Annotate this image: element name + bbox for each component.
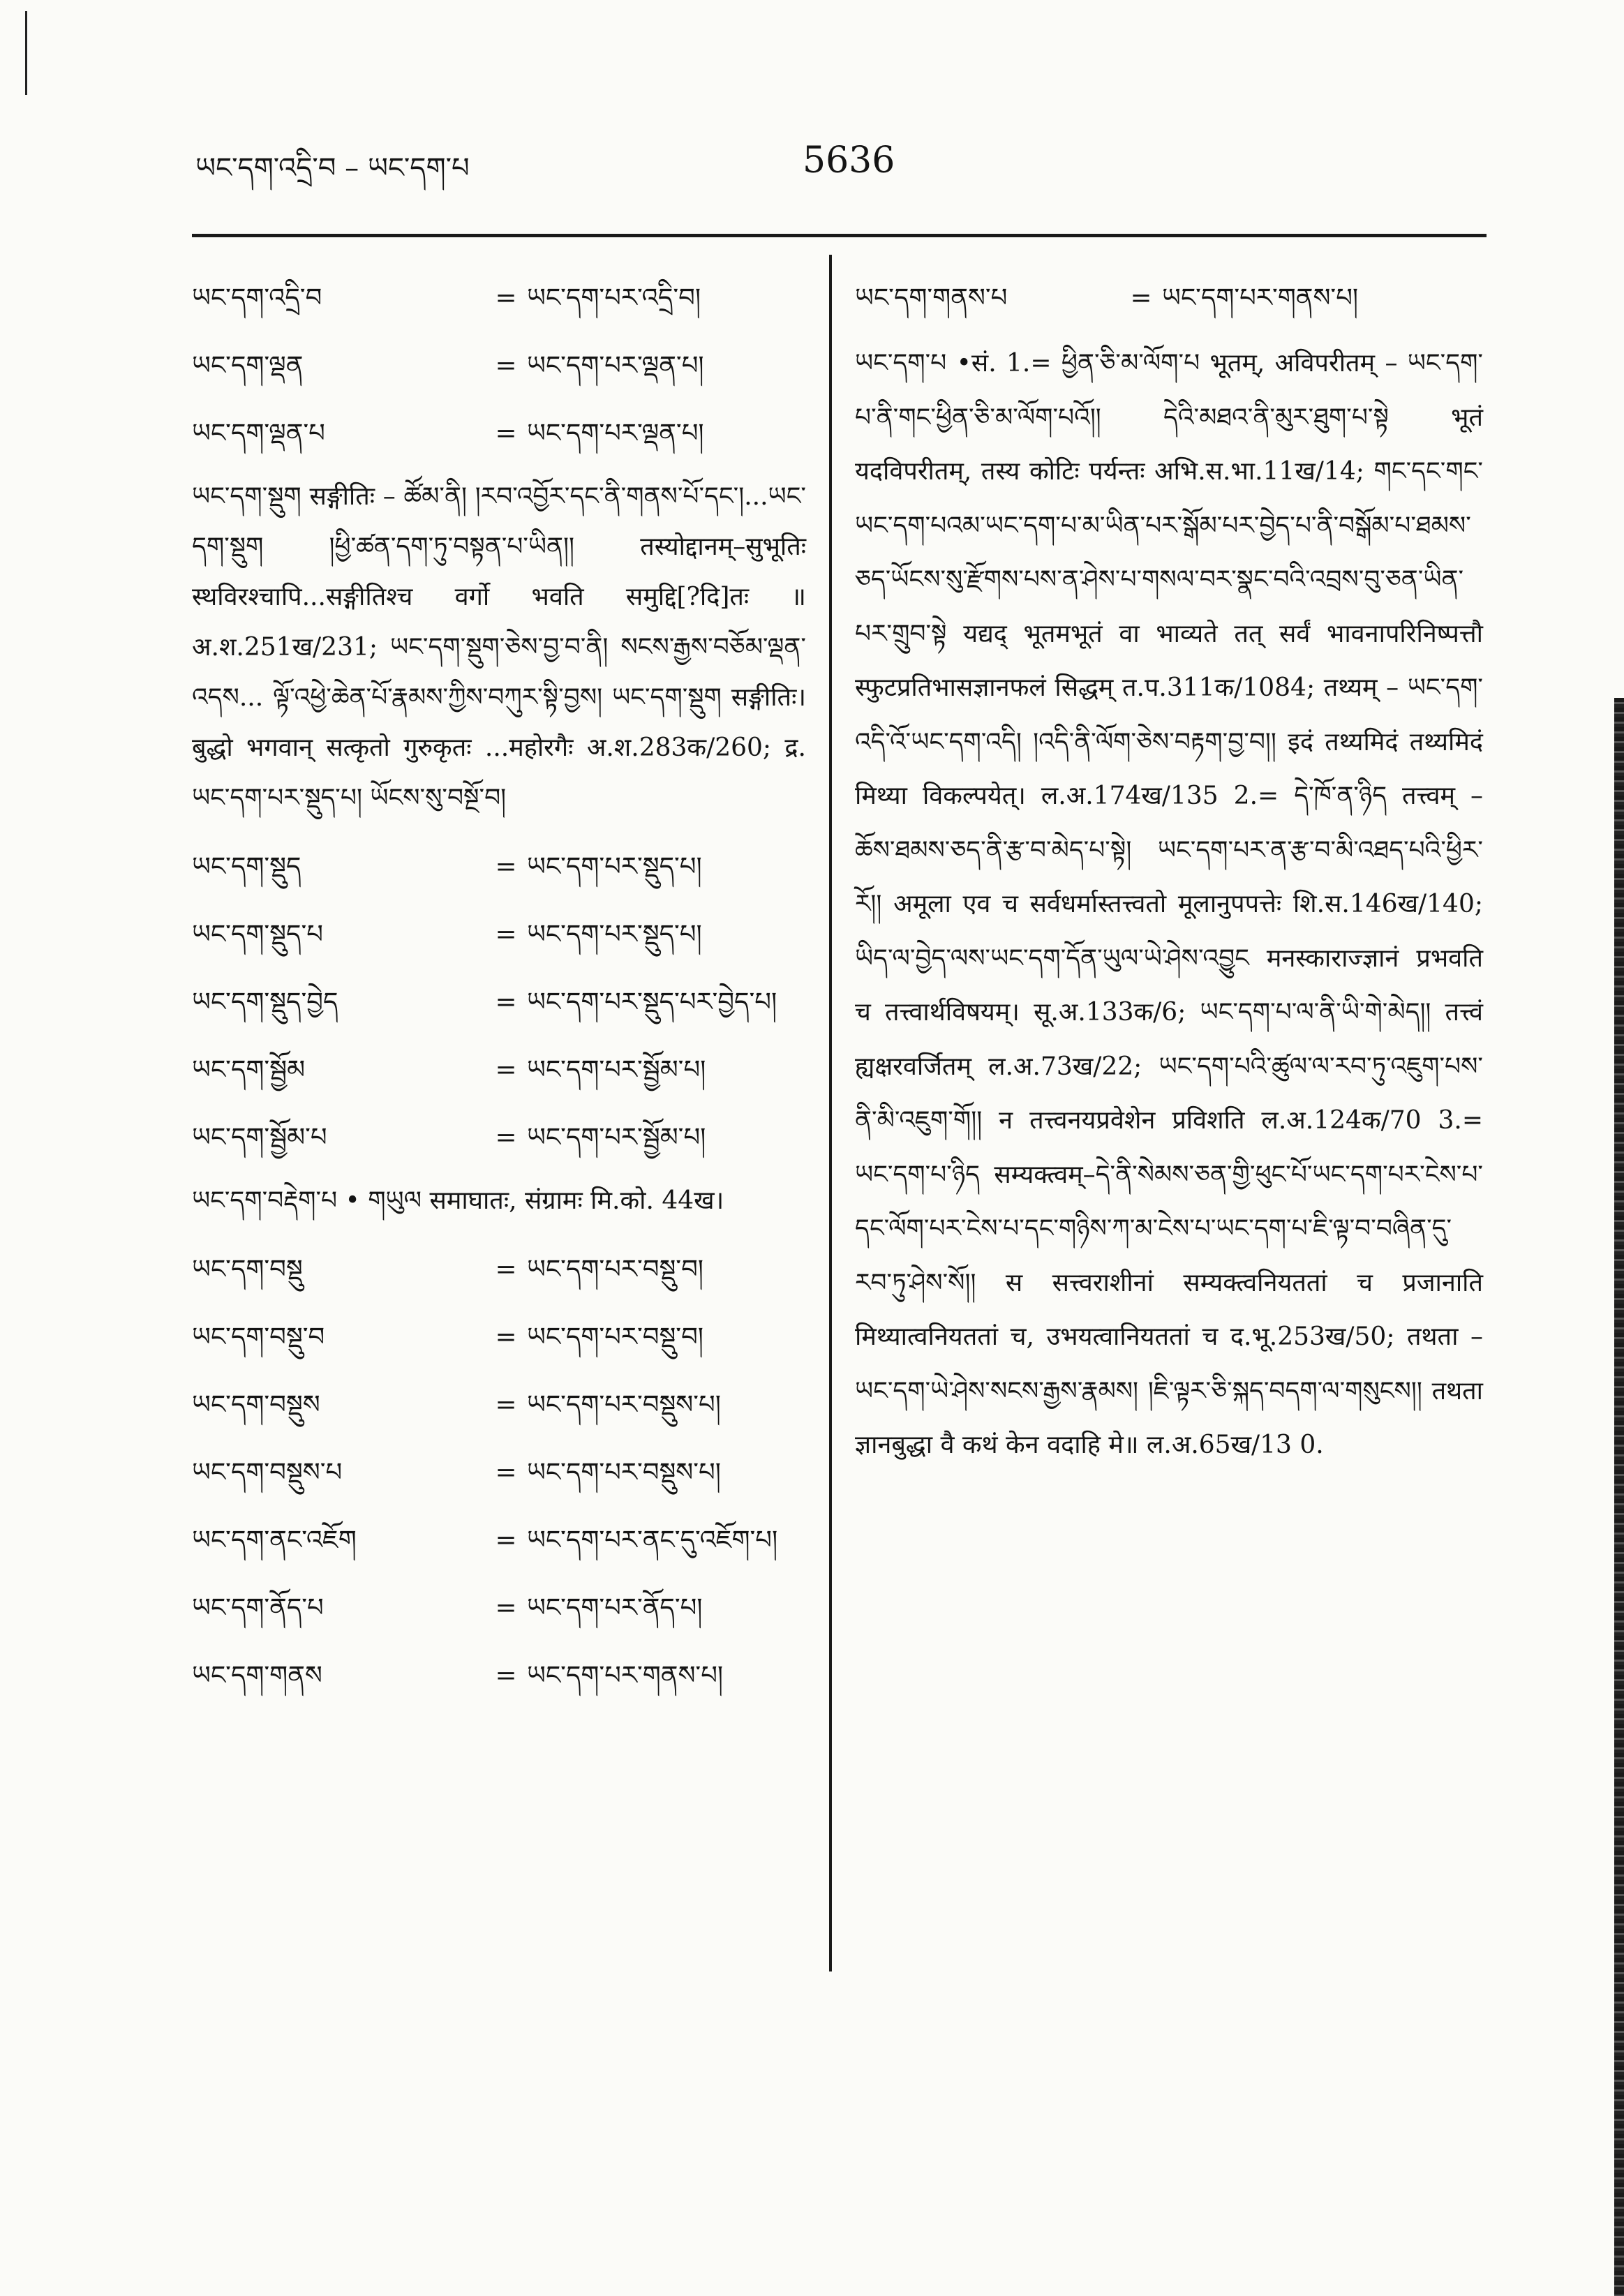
xref-headword: ཡང་དག་བསྡུ: [192, 1254, 303, 1284]
xref-target: ཡང་དག་པར་གནས་པ།: [527, 1660, 724, 1690]
xref-headword: ཡང་དག་གནས: [192, 1660, 322, 1690]
xref-headword: ཡང་དག་ལྡན་པ: [192, 418, 325, 448]
equals-sign: =: [495, 1457, 517, 1487]
xref-entry: [192, 837, 806, 905]
xref-headword: ཡང་དག་སྡུད་པ: [192, 919, 323, 949]
equals-sign: =: [495, 1389, 517, 1419]
xref-headword: ཡང་དག་བསྡུ་བ: [192, 1322, 325, 1352]
xref-target: ཡང་དག་པར་ནང་དུ་འཇོག་པ།: [527, 1525, 778, 1555]
equals-sign: =: [495, 283, 517, 313]
equals-sign: =: [495, 851, 517, 881]
equals-sign: =: [495, 1660, 517, 1690]
xref-target: ཡང་དག་པར་བསྡུས་པ།: [527, 1457, 721, 1487]
left-column: [192, 269, 806, 1714]
xref-headword: ཡང་དག་སྡུད་བྱེད: [192, 987, 338, 1017]
xref-entry: [192, 269, 806, 336]
xref-entry: [192, 1511, 806, 1579]
xref-entry: [192, 336, 806, 404]
xref-target: ཡང་དག་པར་བསྡུས་པ།: [527, 1389, 721, 1419]
xref-target: ཡང་དག་པར་ནོད་པ།: [527, 1593, 703, 1623]
equals-sign: =: [495, 1254, 517, 1284]
xref-entry: [192, 404, 806, 472]
equals-sign: =: [495, 418, 517, 448]
xref-headword: ཡང་དག་སྦྱོམ: [192, 1054, 306, 1084]
xref-entry: [855, 269, 1483, 336]
equals-sign: =: [495, 1122, 517, 1152]
scan-edge-right: [1614, 698, 1624, 2296]
xref-headword: ཡང་དག་བསྡུས་པ: [192, 1457, 343, 1487]
xref-entry: [192, 1240, 806, 1308]
xref-entry: [192, 1308, 806, 1376]
xref-target: ཡང་དག་པར་ལྡན་པ།: [527, 350, 704, 380]
dictionary-entry-brdeg: ཡང་དག་བརྡེག་པ • གཡུལ समाघातः, संग्रामः मि.को. 44ख।: [192, 1186, 724, 1215]
xref-target: ཡང་དག་པར་སྡུད་པ།: [527, 919, 702, 949]
equals-sign: =: [495, 987, 517, 1017]
xref-headword: ཡང་དག་གནས་པ: [855, 283, 1008, 313]
equals-sign: =: [495, 350, 517, 380]
right-column: [855, 269, 1483, 1473]
xref-headword: ཡང་དག་སྡུད: [192, 851, 301, 881]
xref-headword: ཡང་དག་འདྲི་བ: [192, 283, 322, 313]
equals-sign: =: [1130, 283, 1152, 313]
xref-headword: ཡང་དག་ལྡན: [192, 350, 304, 380]
xref-entry: [192, 1376, 806, 1443]
xref-headword: ཡང་དག་ནང་འཇོག: [192, 1525, 357, 1555]
xref-target: ཡང་དག་པར་འདྲི་བ།: [527, 283, 701, 313]
xref-entry: [192, 973, 806, 1041]
xref-target: ཡང་དག་པར་སྦྱོམ་པ།: [527, 1122, 706, 1152]
xref-target: ཡང་དག་པར་བསྡུ་བ།: [527, 1322, 704, 1352]
page-number: 5636: [803, 140, 895, 181]
xref-entry: [192, 905, 806, 973]
equals-sign: =: [495, 1322, 517, 1352]
xref-target: ཡང་དག་པར་གནས་པ།: [1162, 283, 1359, 313]
running-head: ཡང་དག་འདྲི་བ – ཡང་དག་པ: [195, 152, 470, 184]
equals-sign: =: [495, 1525, 517, 1555]
xref-target: ཡང་དག་པར་ལྡན་པ།: [527, 418, 704, 448]
xref-entry: [192, 1579, 806, 1646]
column-divider: [829, 255, 832, 1971]
equals-sign: =: [495, 1593, 517, 1623]
xref-entry: [192, 1108, 806, 1176]
xref-entry: [192, 1443, 806, 1511]
equals-sign: =: [495, 919, 517, 949]
dictionary-entry-yang-dag-pa: ཡང་དག་པ •सं. 1.= ཕྱིན་ཅི་མ་ལོག་པ भूतम्, अविपरीतम् – ཡང་དག་པ་ནི་གང་ཕྱིན་ཅི་མ་ལོག་པའོ།། དེའི་མཐའ་ནི་མུར་ཐུག་པ་སྟེ भूतं यदविपरीतम्, तस्य कोटिः पर्यन्तः अभि.स.भा.11ख/14; གང་དང་གང་ཡང་དག་པའམ་ཡང་དག་པ་མ་ཡིན་པར་སྒོམ་པར་བྱེད་པ་ནི་བསྒོམ་པ་ཐམས་ཅད་ཡོངས་སུ་རྫོགས་པས་ན་ཤེས་པ་གསལ་བར་སྣང་བའི་འབྲས་བུ་ཅན་ཡིན་པར་གྲུབ་སྟེ यद्यद् भूतमभूतं वा भाव्यते तत् सर्वं भावनापरिनिष्पत्तौ स्फुटप्रतिभासज्ञानफलं सिद्धम् त.प.311क/1084; तथ्यम् – ཡང་དག་འདི་འོ་ཡང་དག་འདི། །འདི་ནི་ལོག་ཅེས་བརྟག་བྱ་བ།། इदं तथ्यमिदं तथ्यमिदं मिथ्या विकल्पयेत्। ल.अ.174ख/135 2.= དེ་ཁོ་ན་ཉིད तत्त्वम् – ཆོས་ཐམས་ཅད་ནི་རྩ་བ་མེད་པ་སྟེ། ཡང་དག་པར་ན་རྩ་བ་མི་འཐད་པའི་ཕྱིར་རོ།། अमूला एव च सर्वधर्मास्तत्त्वतो मूलानुपपत्तेः शि.स.146ख/140; ཡིད་ལ་བྱེད་ལས་ཡང་དག་དོན་ཡུལ་ཡེ་ཤེས་འབྱུང मनस्काराज्ज्ञानं प्रभवति च तत्त्वार्थविषयम्। सू.अ.133क/6; ཡང་དག་པ་ལ་ནི་ཡི་གེ་མེད།། तत्त्वं ह्यक्षरवर्जितम् ल.अ.73ख/22; ཡང་དག་པའི་ཚུལ་ལ་རབ་ཏུ་འཇུག་པས་ནི་མི་འཇུག་གོ།། न तत्त्वनयप्रवेशेन प्रविशति ल.अ.124क/70 3.= ཡང་དག་པ་ཉིད सम्यक्त्वम्–དེ་ནི་སེམས་ཅན་གྱི་ཕུང་པོ་ཡང་དག་པར་ངེས་པ་དང་ལོག་པར་ངེས་པ་དང་གཉིས་ཀ་མ་ངེས་པ་ཡང་དག་པ་ཇི་ལྟ་བ་བཞིན་དུ་རབ་ཏུ་ཤེས་སོ།། स सत्त्वराशीनां सम्यक्त्वनियततां च प्रजानाति मिथ्यात्वनियततां च, उभयत्वानियततां च द.भू.253ख/50; तथता – ཡང་དག་ཡེ་ཤེས་སངས་རྒྱས་རྣམས། །ཇི་ལྟར་ཅི་སྐད་བདག་ལ་གསུངས།། तथता ज्ञानबुद्धा वै कथं केन वदाहि मे॥ ल.अ.65ख/13 0.: [855, 349, 1483, 1459]
equals-sign: =: [495, 1054, 517, 1084]
xref-headword: ཡང་དག་བསྡུས: [192, 1389, 320, 1419]
dictionary-entry-sdud: ཡང་དག་སྡུག सङ्गीतिः – ཚོམ་ནི། །རབ་འབྱོར་དང་ནི་གནས་པོ་དང་།...ཡང་དག་སྡུག །ཕྱི་ཚན་དག་ཏུ་བསྟན་པ་ཡིན།། तस्योद्दानम्–सुभूतिः स्थविरश्चापि...सङ्गीतिश्च वर्गो भवति समुद्दि[?दि]तः ॥ अ.श.251ख/231; ཡང་དག་སྡུག་ཅེས་བྱ་བ་ནི། སངས་རྒྱས་བཅོམ་ལྡན་འདས... ལྟོ་འཕྱེ་ཆེན་པོ་རྣམས་ཀྱིས་བཀུར་སྟི་བྱས། ཡང་དག་སྡུག सङ्गीतिः। बुद्धो भगवान् सत्कृतो गुरुकृतः ...महोरगैः अ.श.283क/260; द्र. ཡང་དག་པར་སྡུད་པ། ཡོངས་སུ་བསྔོ་བ།: [192, 482, 806, 812]
xref-entry: [192, 1041, 806, 1108]
xref-target: ཡང་དག་པར་སྦྱོམ་པ།: [527, 1054, 706, 1084]
xref-target: ཡང་དག་པར་སྡུད་པ།: [527, 851, 702, 881]
header-rule: [192, 234, 1487, 237]
scan-artifact-left: [25, 11, 27, 95]
xref-headword: ཡང་དག་ནོད་པ: [192, 1593, 324, 1623]
xref-target: ཡང་དག་པར་བསྡུ་བ།: [527, 1254, 704, 1284]
xref-target: ཡང་དག་པར་སྡུད་པར་བྱེད་པ།: [527, 987, 777, 1017]
xref-entry: [192, 1646, 806, 1714]
xref-headword: ཡང་དག་སྦྱོམ་པ: [192, 1122, 327, 1152]
